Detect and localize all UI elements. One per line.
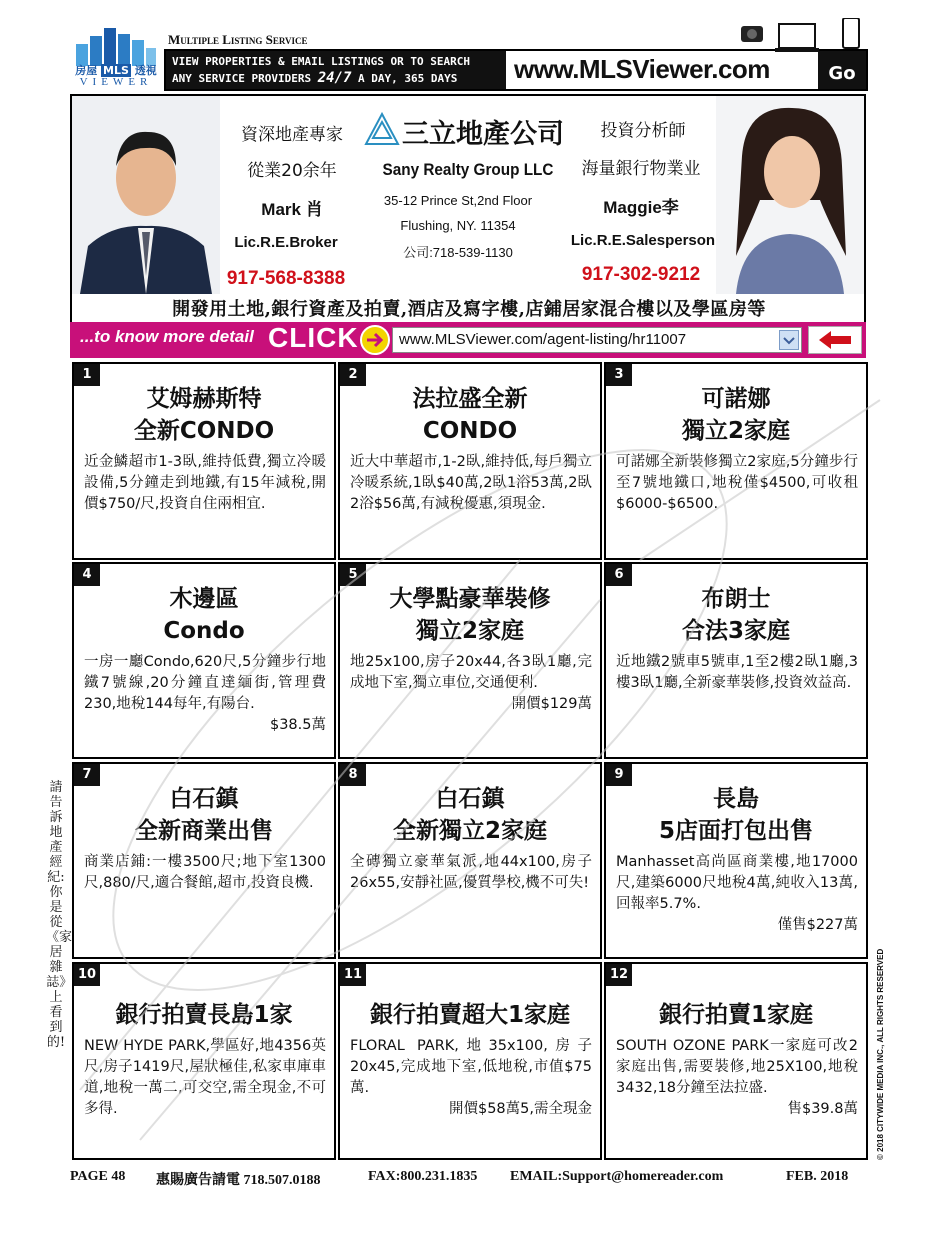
arrow-right-icon[interactable] <box>360 325 390 355</box>
agent-mark-photo <box>72 96 220 294</box>
logo-cn2: 透視 <box>134 64 157 77</box>
listing-title-1: 艾姆赫斯特 <box>146 386 262 412</box>
listing-card[interactable] <box>604 962 868 1160</box>
logo-cn: 房屋 <box>75 64 98 77</box>
listing-description <box>84 452 326 515</box>
listing-description <box>350 1036 592 1120</box>
listing-card[interactable] <box>604 562 868 759</box>
logo-mls: MLS <box>103 64 129 77</box>
listing-price: 開價$129萬 <box>511 696 592 712</box>
listing-title-1: 布朗士 <box>701 586 771 612</box>
listing-number: 4 <box>74 564 100 586</box>
left-agent-years: 從業20余年 <box>247 161 337 181</box>
listing-text: 可諾娜全新裝修獨立2家庭,5分鐘步行至7號地鐵口,地稅僅$4500,可收租$6000-$6500. <box>616 454 858 512</box>
listing-text: 地25x100,房子20x44,各3臥1廳,完成地下室,獨立車位,交通便利. <box>350 654 592 691</box>
listing-title-1: 白石鎮 <box>435 786 505 812</box>
company-address-1: 35-12 Prince St,2nd Floor <box>383 193 533 208</box>
listing-text: SOUTH OZONE PARK一家庭可改2家庭出售,需要裝修,地25X100,地稅3432,18分鐘至法拉盛. <box>616 1038 858 1096</box>
left-agent-title: 資深地產專家 <box>241 125 343 145</box>
listing-card[interactable] <box>604 762 868 959</box>
left-agent-phone[interactable]: 917-568-8388 <box>226 268 346 289</box>
listing-number: 8 <box>340 764 366 786</box>
listing-title-1: 銀行拍賣長島1家 <box>115 1002 293 1028</box>
listing-description <box>84 1036 326 1120</box>
listing-title-2: 合法3家庭 <box>681 618 790 644</box>
listing-text: NEW HYDE PARK,學區好,地4356英尺,房子1419尺,屋狀極佳,私家車庫車道,地稅一萬二,可交空,需全現金,不可多得. <box>84 1038 326 1117</box>
site-link[interactable]: www.MLSViewer.com <box>514 54 770 84</box>
banner-line-1: VIEW PROPERTIES & EMAIL LISTINGS OR TO SEARCH <box>172 55 471 68</box>
footer-ad-phone: 惠賜廣告請電 718.507.0188 <box>156 1173 321 1188</box>
right-agent-specialty: 海量銀行物業业 <box>581 159 701 179</box>
listing-card[interactable] <box>72 762 336 959</box>
right-agent-phone[interactable]: 917-302-9212 <box>581 264 701 285</box>
company-phone: 公司:718-539-1130 <box>403 245 513 260</box>
listing-number: 1 <box>74 364 100 386</box>
logo-viewer: VIEWER <box>79 76 153 88</box>
listing-number: 2 <box>340 364 366 386</box>
listing-text: Manhasset高尚區商業樓,地17000尺,建築6000尺地稅4萬,純收入13萬,回報率5.7%. <box>616 854 858 912</box>
chevron-down-icon[interactable] <box>779 330 799 350</box>
left-agent-name: Mark 肖 <box>261 200 323 219</box>
listing-title-2: 獨立2家庭 <box>681 418 790 444</box>
listing-card[interactable] <box>338 962 602 1160</box>
listing-card[interactable] <box>338 562 602 759</box>
listing-title-2: 5店面打包出售 <box>658 818 813 844</box>
listing-description <box>84 652 326 736</box>
listing-number: 7 <box>74 764 100 786</box>
footer-email[interactable]: EMAIL:Support@homereader.com <box>510 1169 724 1184</box>
listing-title-2: 全新CONDO <box>133 418 275 444</box>
services-slogan: 開發用土地,銀行資產及拍賣,酒店及寫字樓,店鋪居家混合樓以及學區房等 <box>172 299 766 320</box>
listing-title-2: Condo <box>163 618 245 644</box>
side-note: 請告訴地產經紀:你是從《家居雜誌》上看到的! <box>46 780 73 1050</box>
listing-title-2: 獨立2家庭 <box>415 618 524 644</box>
listing-card[interactable] <box>72 562 336 759</box>
listing-text: 一房一廳Condo,620尺,5分鐘步行地鐵7號線,20分鐘直達緬街,管理費230,地稅144每年,有陽台. <box>84 654 326 712</box>
listing-card[interactable] <box>72 362 336 560</box>
listing-description <box>616 1036 858 1120</box>
building-bars-icon <box>74 26 158 66</box>
go-button[interactable]: Go <box>818 51 866 89</box>
listing-text: 近地鐵2號車5號車,1至2樓2臥1廳,3樓3臥1廳,全新豪華裝修,投資效益高. <box>616 654 858 691</box>
listing-description <box>350 652 592 715</box>
banner-24-7: 24/7 <box>317 70 352 86</box>
listing-title-1: 木邊區 <box>169 586 239 612</box>
company-name-en: Sany Realty Group LLC <box>382 160 554 179</box>
banner-line-2-prefix: ANY SERVICE PROVIDERS <box>172 72 318 85</box>
listing-title-1: 可諾娜 <box>701 386 771 412</box>
listing-card[interactable] <box>604 362 868 560</box>
listing-description <box>84 852 326 894</box>
listing-text: 近金鱗超市1-3臥,維持低費,獨立冷暖設備,5分鐘走到地鐵,有15年減稅,開價$750/尺,投資自住兩相宜. <box>84 454 326 512</box>
company-name-cn: 三立地產公司 <box>402 119 564 150</box>
listing-price: $38.5萬 <box>269 717 326 733</box>
listing-title-1: 銀行拍賣1家庭 <box>658 1002 813 1028</box>
triangle-logo-icon <box>364 112 400 148</box>
listing-number: 6 <box>606 564 632 586</box>
agent-url-text: www.MLSViewer.com/agent-listing/hr11007 <box>399 331 687 348</box>
listing-description <box>616 852 858 936</box>
listing-price: 僅售$227萬 <box>777 917 858 933</box>
listing-title-2: 全新商業出售 <box>135 818 273 844</box>
footer-page: PAGE 48 <box>70 1169 126 1184</box>
listing-number: 12 <box>606 964 632 986</box>
listing-price: 售$39.8萬 <box>787 1101 858 1117</box>
listing-title-1: 長島 <box>713 786 759 812</box>
back-arrow-icon <box>809 327 861 353</box>
listing-title-2: 全新獨立2家庭 <box>392 818 547 844</box>
listing-number: 10 <box>74 964 100 986</box>
right-agent-title: 投資分析師 <box>600 121 686 141</box>
right-agent-name: Maggie李 <box>603 198 679 217</box>
devices-icon <box>735 18 865 58</box>
footer-fax: FAX:800.231.1835 <box>368 1169 478 1184</box>
listing-card[interactable] <box>72 962 336 1160</box>
listing-title-1: 法拉盛全新 <box>412 386 528 412</box>
left-agent-license: Lic.R.E.Broker <box>234 234 338 251</box>
listing-title-1: 白石鎮 <box>169 786 239 812</box>
listing-title-2: CONDO <box>422 418 518 444</box>
back-arrow-button[interactable] <box>808 326 862 354</box>
footer-date: FEB. 2018 <box>786 1169 849 1184</box>
listing-card[interactable] <box>338 362 602 560</box>
listing-text: 全磚獨立豪華氣派,地44x100,房子26x55,安靜社區,優質學校,機不可失! <box>350 854 592 891</box>
right-agent-license: Lic.R.E.Salesperson <box>570 232 716 249</box>
agent-block <box>70 94 866 324</box>
listing-number: 9 <box>606 764 632 786</box>
listing-number: 5 <box>340 564 366 586</box>
banner-line-2 <box>172 70 506 87</box>
listing-price: 開價$58萬5,需全現金 <box>448 1101 592 1117</box>
agent-url-field[interactable] <box>392 327 802 353</box>
listing-title-1: 銀行拍賣超大1家庭 <box>369 1002 570 1028</box>
listing-title-1: 大學點豪華裝修 <box>389 586 551 612</box>
listing-card[interactable] <box>338 762 602 959</box>
listing-text: 商業店鋪:一樓3500尺;地下室1300尺,880/尺,適合餐館,超市,投資良機. <box>84 854 326 891</box>
banner-dark-panel <box>166 51 506 89</box>
agent-maggie-photo <box>716 96 864 294</box>
listing-description <box>350 452 592 515</box>
listing-description <box>616 452 858 515</box>
click-bar[interactable] <box>70 322 866 358</box>
company-address-2: Flushing, NY. 11354 <box>400 218 516 233</box>
copyright-note <box>866 920 886 1160</box>
listing-text: 近大中華超市,1-2臥,維持低,每戶獨立冷暖系統,1臥$40萬,2臥1浴53萬,2臥2浴$56萬,有減稅優惠,須現金. <box>350 454 592 512</box>
listing-number: 11 <box>340 964 366 986</box>
click-text: ...to know more detail <box>80 327 254 346</box>
listing-number: 3 <box>606 364 632 386</box>
copyright-text: © 2018 CITYWIDE MEDIA INC., ALL RIGHTS RESERVED <box>876 948 885 1160</box>
click-label[interactable]: CLICK <box>268 322 359 353</box>
listing-description <box>350 852 592 894</box>
listing-description <box>616 652 858 694</box>
mls-viewer-logo[interactable] <box>70 18 162 90</box>
service-title: Multiple Listing Service <box>168 32 308 47</box>
banner-line-2-suffix: A DAY, 365 DAYS <box>351 72 458 85</box>
listing-text: FLORAL PARK,地35x100,房子20x45,完成地下室,低地稅,市值$75萬. <box>350 1038 592 1096</box>
